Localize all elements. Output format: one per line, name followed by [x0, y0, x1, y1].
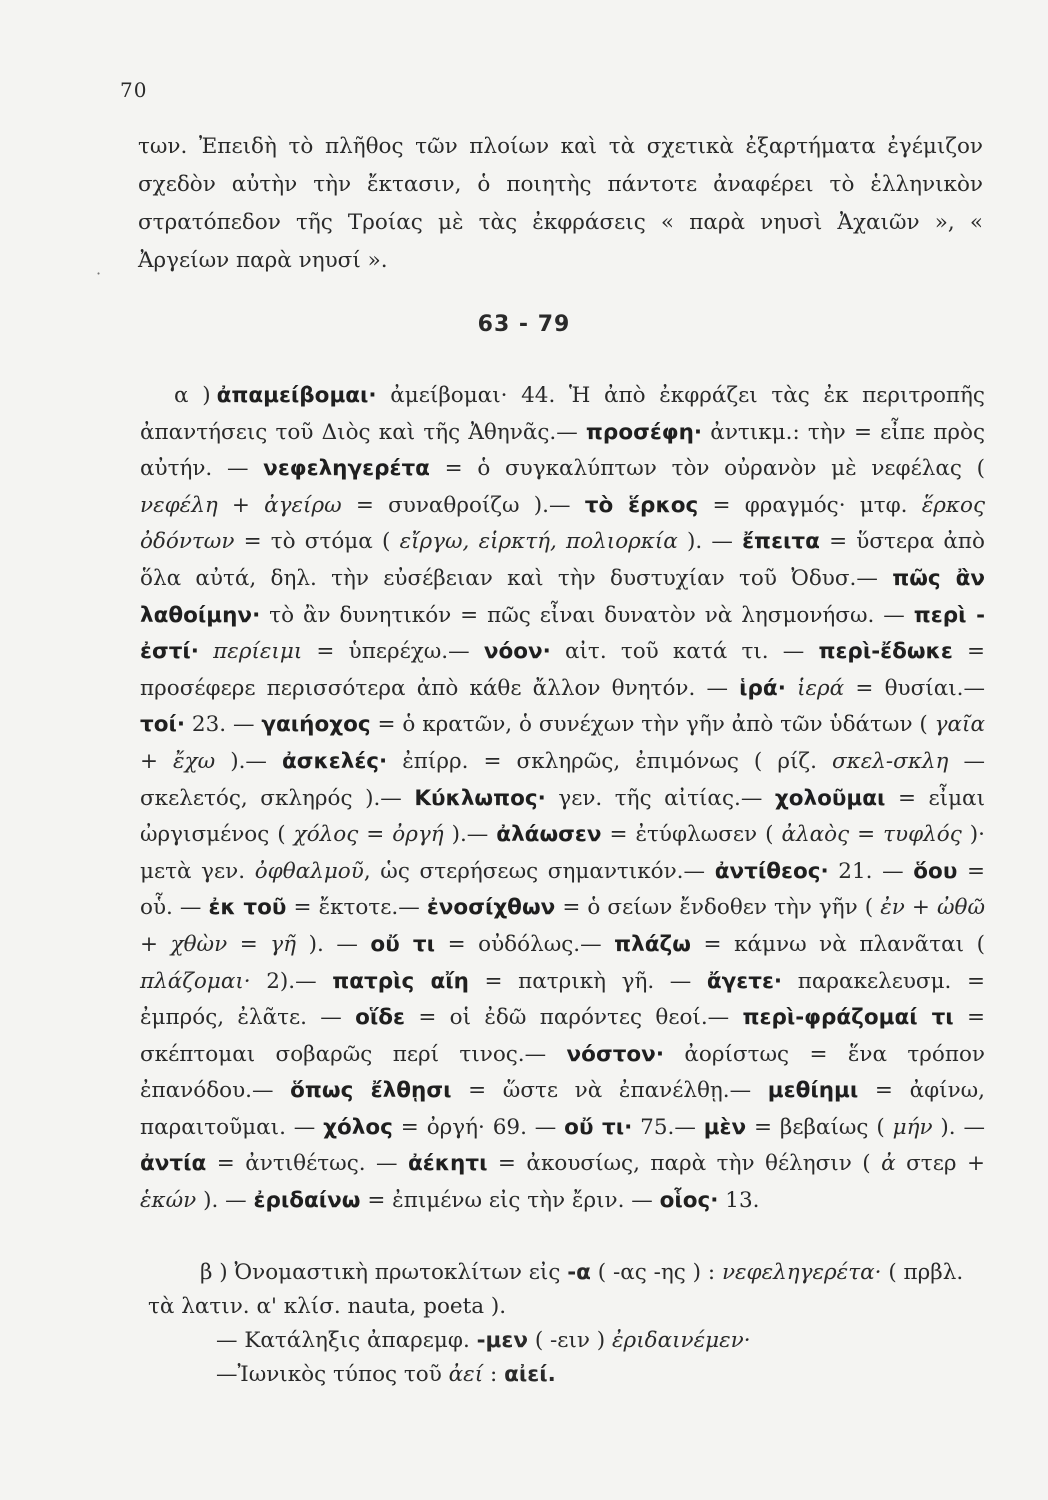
italic-term: γαῖα + ἔχω	[140, 712, 985, 774]
notes-line-nominative	[148, 1256, 988, 1324]
gloss-text: = εἶμαι ὠργισμένος (	[140, 785, 985, 848]
gloss-text: = οὗ. —	[140, 858, 986, 921]
gloss-text: 23. —	[185, 712, 262, 738]
notes-label: β )	[200, 1260, 228, 1285]
italic-term: σκελ-σκλη	[831, 748, 949, 774]
italic-term: ὀφθαλμοῦ	[254, 858, 364, 884]
gloss-text: — σκελετός, σκληρός ).—	[140, 748, 985, 811]
gloss-text: ).—	[443, 822, 497, 848]
headword: μὲν	[703, 1114, 747, 1140]
gloss-text: = συναθροίζω ).—	[341, 492, 585, 518]
notes-section	[148, 1256, 988, 1392]
headword: -μεν	[476, 1328, 528, 1353]
headword: ἔπειτα	[742, 529, 820, 555]
italic-term: ἕρκος ὀδόντων	[140, 492, 985, 555]
headword: ὅου	[913, 858, 958, 884]
gloss-text: —Ἰωνικὸς τύπος τοῦ	[216, 1362, 449, 1387]
intro-paragraph	[138, 128, 983, 280]
italic-term: εἴργω, εἱρκτή, πολιορκία	[399, 529, 678, 555]
headword: προσέφη·	[585, 419, 703, 445]
italic-term: χόλος = ὀργή	[293, 822, 444, 848]
gloss-text: 75.—	[632, 1114, 704, 1140]
headword: ἀλάωσεν	[496, 822, 602, 848]
gloss-text: τὸ ἂν δυνητικόν = πῶς εἶναι δυνατὸν νὰ λησμονήσω. —	[260, 602, 914, 628]
headword: ἀπαμείβομαι·	[216, 383, 377, 408]
italic-term: περίειμι	[213, 639, 303, 665]
gloss-text: = σκέπτομαι σοβαρῶς περί τινος.—	[140, 1005, 986, 1067]
glossary-label: α )	[174, 383, 211, 408]
gloss-text: = κάμνω νὰ πλανᾶται (	[690, 931, 985, 957]
notes-second-body	[216, 1328, 751, 1353]
headword: πλάζω	[614, 931, 691, 957]
headword: οἵδε	[355, 1005, 406, 1031]
gloss-text: ἐπίρρ. = σκληρῶς, ἐπιμόνως ( ρίζ.	[387, 748, 832, 774]
notes-third-body	[216, 1362, 556, 1387]
gloss-text: = ἐτύφλωσεν (	[601, 822, 782, 848]
gloss-text: ). —	[196, 1188, 254, 1214]
headword: περὶ - ἐστί·	[140, 602, 985, 665]
gloss-text: ). —	[932, 1114, 986, 1140]
headword: ἱρά·	[739, 675, 786, 701]
gloss-text	[199, 639, 213, 664]
gloss-text: γεν. τῆς αἰτίας.—	[545, 785, 775, 811]
italic-term: μήν	[892, 1114, 933, 1140]
gloss-text: αἰτ. τοῦ κατά τι. —	[550, 639, 819, 665]
glossary-body	[140, 383, 985, 1213]
italic-term: ἀλαὸς = τυφλός	[781, 822, 962, 848]
gloss-text: = βεβαίως (	[746, 1114, 893, 1140]
gloss-text	[786, 676, 797, 701]
gloss-text: ( -ας -ης ) :	[590, 1260, 722, 1285]
headword: τοί·	[140, 712, 186, 738]
section-heading: 63 - 79	[477, 312, 571, 337]
gloss-text: ἀντικμ.: τὴν = εἶπε πρὸς αὐτήν. —	[140, 419, 985, 482]
headword: γαιήοχος	[261, 712, 371, 738]
gloss-text: = ὕστερα ἀπὸ ὅλα αὐτά, δηλ. τὴν εὐσέβειαν καὶ τὴν δυστυχίαν τοῦ Ὀδυσ.—	[140, 529, 985, 591]
italic-term: ἀ	[881, 1151, 896, 1177]
intro-text: των. Ἐπειδὴ τὸ πλῆθος τῶν πλοίων καὶ τὰ σχετικὰ ἐξαρτήματα ἐγέμιζον σχεδὸν αὐτὴν τὴν ἔκτασιν, ὁ ποιητὴς πάντοτε ἀναφέρει τὸ ἑλληνικὸν στρατόπεδον τῆς Τροίας μὲ τὰς ἐκφράσεις « παρὰ νηυσὶ Ἀχαιῶν », « Ἀργείων παρὰ νηυσί ».	[138, 134, 983, 273]
notes-line-infinitive	[148, 1324, 988, 1358]
gloss-text: 13.	[718, 1188, 760, 1214]
notes-line-ionic	[148, 1358, 988, 1392]
italic-term: νεφεληγερέτα·	[721, 1260, 882, 1285]
gloss-text: , ὡς στερήσεως σημαντικόν.—	[363, 858, 715, 884]
headword: ὅπως ἔλθῃσι	[290, 1078, 452, 1104]
italic-term: ἐριδαινέμεν·	[612, 1328, 751, 1353]
gloss-text: = ὁ συγκαλύπτων τὸν οὐρανὸν μὲ νεφέλας (	[429, 456, 985, 482]
gloss-text: = ἐπιμένω εἰς τὴν ἔριν. —	[360, 1188, 660, 1214]
headword: περὶ-φράζομαί τι	[742, 1005, 954, 1031]
gloss-text: = θυσίαι.—	[844, 675, 985, 701]
italic-term: νεφέλη + ἀγείρω	[140, 492, 342, 518]
italic-term: πλάζομαι·	[140, 968, 251, 994]
notes-first-body	[148, 1260, 963, 1319]
gloss-text: = προσέφερε περισσότερα ἀπὸ κάθε ἄλλον θνητόν. —	[140, 639, 985, 701]
headword: οἷος·	[659, 1188, 719, 1214]
headword: αἰεί.	[504, 1362, 556, 1387]
headword: νόον·	[483, 639, 551, 665]
gloss-text: ἀμείβομαι· 44. Ἡ ἀπὸ ἐκφράζει τὰς ἐκ περιτροπῆς ἀπαντήσεις τοῦ Διὸς καὶ τῆς Ἀθηνᾶς.—	[140, 383, 985, 445]
gloss-text: ).—	[215, 748, 282, 774]
gloss-text: = ὁ κρατῶν, ὁ συνέχων τὴν γῆν ἀπὸ τῶν ὑδάτων (	[370, 712, 935, 738]
headword: ἐκ τοῦ	[208, 895, 287, 921]
headword: ἀντίθεος·	[714, 858, 829, 884]
headword: πῶς ἂν λαθοίμην·	[140, 565, 985, 628]
page-number: 70	[120, 78, 148, 102]
headword: ἀντία	[140, 1151, 207, 1177]
gloss-text: = ὥστε νὰ ἐπανέλθῃ.—	[451, 1078, 768, 1104]
headword: χόλος	[323, 1114, 393, 1140]
headword: οὔ τι·	[564, 1114, 633, 1140]
headword: νεφεληγερέτα	[263, 456, 430, 482]
gloss-text: = τὸ στόμα (	[234, 529, 400, 555]
headword: μεθίημι	[767, 1078, 859, 1104]
headword: ἀσκελές·	[281, 748, 388, 774]
gloss-text: = ἀντιθέτως. —	[206, 1151, 409, 1177]
headword: τὸ ἕρκος	[584, 492, 699, 518]
gloss-text: ). —	[677, 529, 743, 555]
gloss-text: = ὀργή· 69. —	[392, 1114, 565, 1140]
glossary-section	[140, 378, 985, 1220]
gloss-text: = ὑπερέχω.—	[302, 639, 484, 665]
gloss-text: 2).—	[250, 968, 333, 994]
gloss-text: ( -ειν )	[527, 1328, 613, 1353]
italic-term: ἱερά	[797, 675, 845, 701]
gloss-text: Ὀνομαστικὴ πρωτοκλίτων εἰς	[234, 1260, 568, 1285]
headword: ἀέκητι	[408, 1151, 488, 1177]
gloss-text: :	[483, 1362, 505, 1387]
gloss-text: ( πρβλ. τὰ λατιν. α' κλίσ. nauta, poeta ).	[148, 1260, 964, 1319]
gloss-text: = ἀκουσίως, παρὰ τὴν θέλησιν (	[487, 1151, 882, 1177]
gloss-text: παρακελευσμ. = ἐμπρός, ἐλᾶτε. —	[140, 968, 985, 1031]
gloss-text: = φραγμός· μτφ.	[698, 492, 922, 518]
gloss-text: — Κατάληξις ἀπαρεμφ.	[216, 1328, 477, 1353]
gloss-text: = οἱ ἐδῶ παρόντες θεοί.—	[405, 1005, 743, 1031]
gloss-text: = ὁ σείων ἔνδοθεν τὴν γῆν (	[555, 895, 881, 921]
headword: χολοῦμαι	[774, 785, 886, 811]
italic-term: ἑκών	[140, 1188, 197, 1214]
italic-term: ἀεί	[448, 1362, 484, 1387]
headword: ἐνοσίχθων	[426, 895, 556, 921]
headword: -α	[567, 1260, 591, 1285]
gloss-text: 21. —	[828, 858, 914, 884]
gloss-text: ἀορίστως = ἕνα τρόπον ἐπανόδου.—	[140, 1041, 985, 1104]
gloss-text: = πατρικὴ γῆ. —	[468, 968, 707, 994]
margin-bullet: ·	[96, 264, 102, 283]
gloss-text: ). —	[296, 931, 371, 957]
gloss-text: = οὐδόλως.—	[435, 931, 615, 957]
headword: ἄγετε·	[706, 968, 783, 994]
gloss-text: )· μετὰ γεν.	[140, 822, 985, 884]
headword: νόστον·	[566, 1041, 664, 1067]
glossary-paragraph	[140, 378, 985, 1220]
italic-term: ἐν + ὠθῶ + χθὼν = γῆ	[140, 895, 985, 957]
headword: πατρὶς αἴη	[332, 968, 469, 994]
gloss-text: στερ +	[895, 1151, 985, 1177]
headword: οὔ τι	[370, 931, 436, 957]
gloss-text: = ἀφίνω, παραιτοῦμαι. —	[140, 1078, 986, 1140]
headword: Κύκλωπος·	[414, 785, 546, 811]
headword: ἐριδαίνω	[253, 1188, 361, 1214]
headword: περὶ-ἔδωκε	[818, 639, 953, 665]
gloss-text: = ἔκτοτε.—	[286, 895, 427, 921]
